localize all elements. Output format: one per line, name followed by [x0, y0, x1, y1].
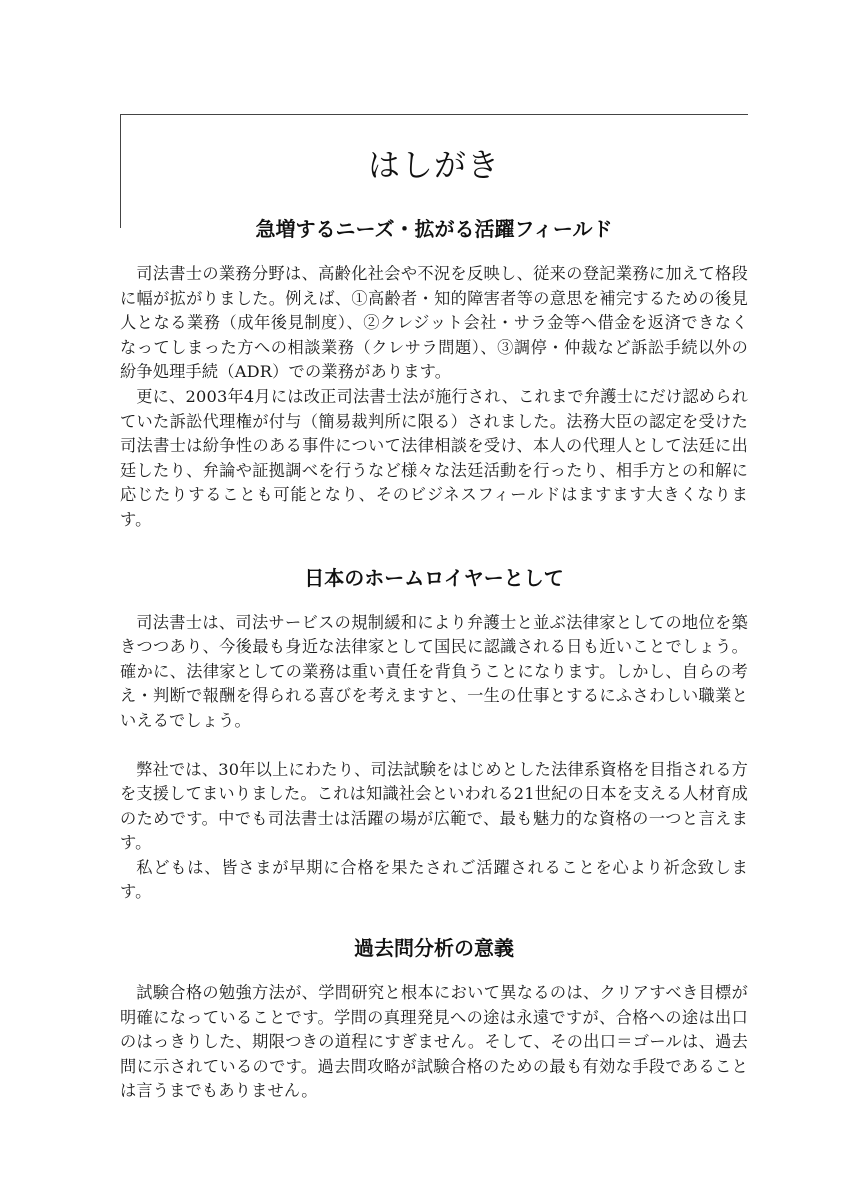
paragraph-spacer	[120, 734, 748, 758]
title-frame-top-rule	[120, 114, 748, 115]
paragraph: 更に、2003年4月には改正司法書士法が施行され、これまで弁護士にだけ認められていた訴訟代理権が付与（簡易裁判所に限る）されました。法務大臣の認定を受けた司法書士は紛争性のある事件について法律相談を受け、本人の代理人として法廷に出廷したり、弁論や証拠調べを行うなど様々な法廷活動を行ったり、相手方との和解に応じたりすることも可能となり、そのビジネスフィールドはますます大きくなります。	[120, 386, 748, 529]
section-home-lawyer	[120, 561, 748, 906]
section-growing-needs	[120, 212, 748, 533]
section-heading: 過去問分析の意義	[354, 936, 514, 961]
section-past-exam-analysis	[120, 931, 748, 1104]
paragraph: 弊社では、30年以上にわたり、司法試験をはじめとした法律系資格を目指される方を支援してまいりました。これは知識社会といわれる21世紀の日本を支える人材育成のためです。中でも司法書士は活躍の場が広範で、最も魅力的な資格の一つと言えます。	[120, 759, 748, 853]
paragraph: 司法書士は、司法サービスの規制緩和により弁護士と並ぶ法律家としての地位を築きつつあり、今後最も身近な法律家として国民に認識される日も近いことでしょう。確かに、法律家としての業務は重い責任を背負うことになります。しかし、自らの考え・判断で報酬を得られる喜びを考えますと、一生の仕事とするにふさわしい職業といえるでしょう。	[120, 612, 748, 730]
paragraph: 試験合格の勉強方法が、学問研究と根本において異なるのは、クリアすべき目標が明確になっていることです。学問の真理発見への途は永遠ですが、合格への途は出口のはっきりした、期限つきの道程にすぎません。そして、その出口＝ゴールは、過去問に示されているのです。過去問攻略が試験合格のための最も有効な手段であることは言うまでもありません。	[120, 983, 748, 1101]
paragraph: 私どもは、皆さまが早期に合格を果たされご活躍されることを心より祈念致します。	[120, 857, 748, 902]
page-title: はしがき	[367, 146, 500, 184]
section-heading: 日本のホームロイヤーとして	[304, 565, 564, 590]
document-body	[120, 212, 748, 1104]
section-heading: 急増するニーズ・拡がる活躍フィールド	[255, 217, 613, 241]
paragraph: 司法書士の業務分野は、高齢化社会や不況を反映し、従来の登記業務に加えて格段に幅が拡がりました。例えば、①高齢者・知的障害者等の意思を補完するための後見人となる業務（成年後見制度）、②クレジット会社・サラ金等へ借金を返済できなくなってしまった方への相談業務（クレサラ問題）、③調停・仲裁など訴訟手続以外の紛争処理手続（ADR）での業務があります。	[120, 264, 748, 382]
